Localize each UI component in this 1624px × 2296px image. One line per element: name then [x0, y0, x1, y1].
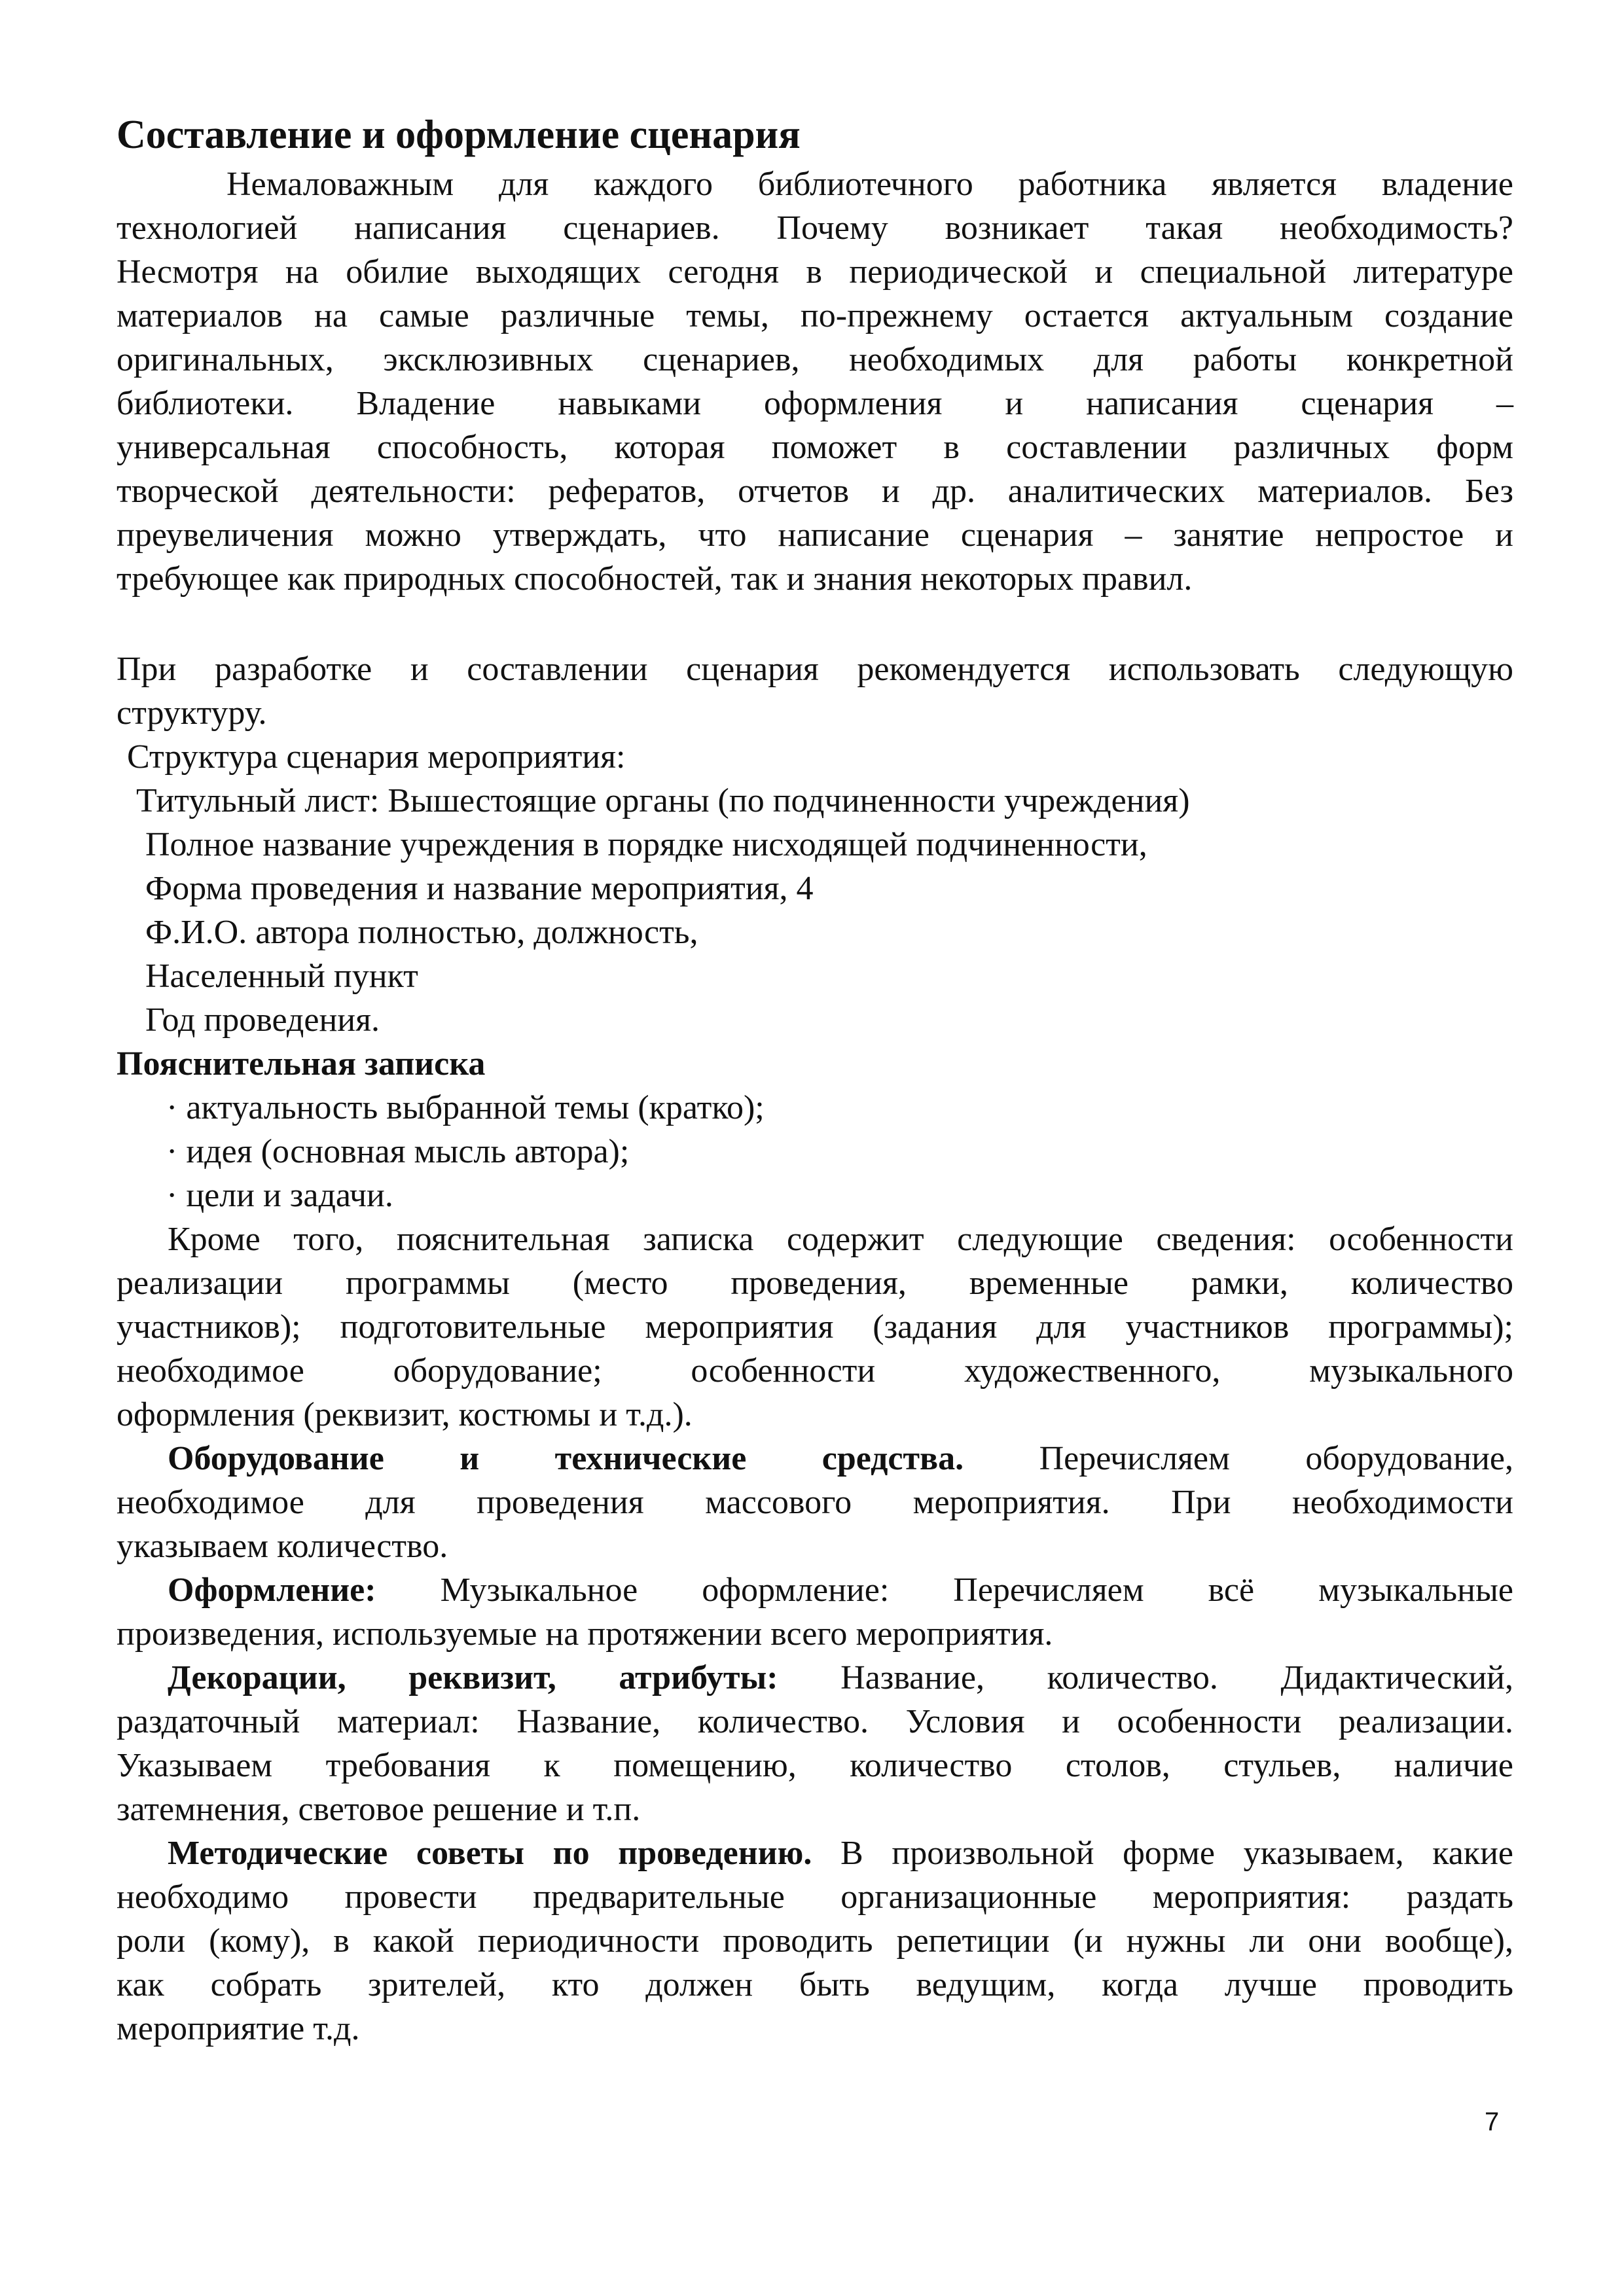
list-item: Полное название учреждения в порядке нисходящей подчиненности,	[145, 826, 1147, 863]
text-line: роли (кому), в какой периодичности проводить репетиции (и нужны ли они вообще),	[117, 1922, 1513, 1960]
equipment-text: Перечисляем оборудование,	[964, 1440, 1513, 1477]
text-line: универсальная способность, которая поможет в составлении различных форм	[117, 429, 1513, 466]
text-line: технологией написания сценариев. Почему возникает такая необходимость?	[117, 209, 1513, 247]
list-item: Населенный пункт	[145, 958, 418, 995]
text-line: мероприятие т.д.	[117, 2010, 360, 2047]
text-line: затемнения, световое решение и т.п.	[117, 1791, 641, 1828]
explanatory-note	[117, 1042, 1513, 1437]
intro-paragraph	[117, 162, 1513, 601]
text-line: как собрать зрителей, кто должен быть ведущим, когда лучше проводить	[117, 1966, 1513, 2003]
bullet-item: · идея (основная мысль автора);	[166, 1133, 630, 1170]
text-line: материалов на самые различные темы, по-прежнему остается актуальным создание	[117, 297, 1513, 334]
design-paragraph	[117, 1568, 1513, 1656]
text-line: реализации программы (место проведения, временные рамки, количество	[117, 1265, 1513, 1302]
paragraph-first-line	[117, 1656, 1513, 1700]
text-line: требующее как природных способностей, так и знания некоторых правил.	[117, 560, 1193, 598]
structure-list	[117, 735, 1513, 1042]
note-heading: Пояснительная записка	[117, 1045, 486, 1083]
paragraph-first-line	[117, 1831, 1513, 1875]
text-line: Несмотря на обилие выходящих сегодня в периодической и специальной литературе	[117, 253, 1513, 291]
page-number: 7	[1485, 2108, 1500, 2136]
text-line: структуру.	[117, 694, 267, 732]
text-line: Указываем требования к помещению, количество столов, стульев, наличие	[117, 1747, 1513, 1784]
equipment-paragraph	[117, 1437, 1513, 1568]
text-line: При разработке и составлении сценария рекомендуется использовать следующую	[117, 651, 1513, 688]
advice-label: Методические советы по проведению.	[168, 1835, 812, 1872]
text-line: указываем количество.	[117, 1528, 448, 1565]
structure-heading: Структура сценария мероприятия:	[127, 738, 626, 776]
section-title: Составление и оформление сценария	[117, 113, 801, 157]
list-item: Форма проведения и название мероприятия, 4	[145, 870, 814, 907]
structure-intro	[117, 647, 1513, 735]
list-item: Год проведения.	[145, 1001, 380, 1039]
text-line: Кроме того, пояснительная записка содержит следующие сведения: особенности	[168, 1221, 1513, 1258]
bullet-item: · актуальность выбранной темы (кратко);	[166, 1089, 765, 1126]
list-item: Ф.И.О. автора полностью, должность,	[145, 914, 698, 951]
paragraph-first-line	[117, 1437, 1513, 1480]
title-page-line: Титульный лист: Вышестоящие органы (по подчиненности учреждения)	[136, 782, 1190, 819]
text-line: участников); подготовительные мероприятия (задания для участников программы);	[117, 1308, 1513, 1346]
advice-text: В произвольной форме указываем, какие	[812, 1835, 1513, 1872]
text-line: раздаточный материал: Название, количество. Условия и особенности реализации.	[117, 1703, 1513, 1740]
advice-paragraph	[117, 1831, 1513, 2051]
decorations-paragraph	[117, 1656, 1513, 1831]
text-line: преувеличения можно утверждать, что написание сценария – занятие непростое и	[117, 516, 1513, 554]
text-line: необходимое для проведения массового мероприятия. При необходимости	[117, 1484, 1513, 1521]
text-line: оригинальных, эксклюзивных сценариев, необходимых для работы конкретной	[117, 341, 1513, 378]
design-text: Музыкальное оформление: Перечисляем всё музыкальные	[376, 1571, 1513, 1609]
design-label: Оформление:	[168, 1571, 376, 1609]
bullet-item: · цели и задачи.	[166, 1177, 393, 1214]
text-line: творческой деятельности: рефератов, отчетов и др. аналитических материалов. Без	[117, 473, 1513, 510]
text-line: необходимо провести предварительные организационные мероприятия: раздать	[117, 1878, 1513, 1916]
decorations-text: Название, количество. Дидактический,	[778, 1659, 1513, 1696]
text-line: оформления (реквизит, костюмы и т.д.).	[117, 1396, 693, 1433]
text-line: библиотеки. Владение навыками оформления и написания сценария –	[117, 385, 1513, 422]
paragraph-first-line	[117, 1568, 1513, 1612]
text-line: произведения, используемые на протяжении всего мероприятия.	[117, 1615, 1053, 1653]
decorations-label: Декорации, реквизит, атрибуты:	[168, 1659, 778, 1696]
text-line: необходимое оборудование; особенности художественного, музыкального	[117, 1352, 1513, 1390]
equipment-label: Оборудование и технические средства.	[168, 1440, 964, 1477]
text-line: Немаловажным для каждого библиотечного работника является владение	[226, 166, 1513, 203]
